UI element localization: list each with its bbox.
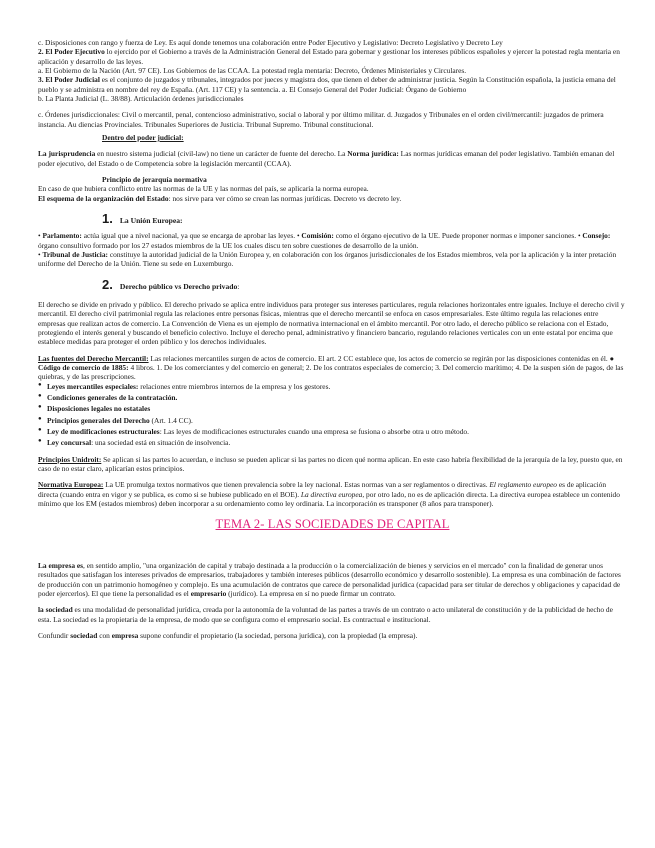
para-empresa: La empresa es, en sentido amplio, "una organización de capital y trabajo destinada a la producción o la comercialización de bienes y servicios en el mercado" con la finalidad de generar unos resultados que satisfagan los intereses privados de empresarios, trabajadores y también intereses públicos (desarrollo económico y desarrollo sostenible). La empresa es una combinación de factores de producción con un patrimonio homogéneo y complejo. Es una acumulación de contratos que carece de personalidad jurídica (capacidad para ser titular de derechos y obligaciones y capacidad de poder ejercerlos). El que tiene la personalidad es el empresario (jurídico). La empresa en sí no puede firmar un contrato. [38,560,621,598]
para-confundir: Confundir sociedad con empresa supone confundir el propietario (la sociedad, persona jurídica), con la propiedad (la empresa). [38,630,418,640]
heading-number: 1. [102,210,113,226]
tema-2-title: TEMA 2- LAS SOCIEDADES DE CAPITAL [215,517,450,532]
para-poder-ejecutivo: 2. El Poder Ejecutivo lo ejercido por el Gobierno a través de la Administración General del Estado para gobernar y gestionar los intereses públicos españoles y ejercer la potestad regla mentaria en aplicación y desarrollo de las leyes. [38,47,620,66]
list-item: ● Leyes mercantiles especiales: relaciones entre miembros internos de la empresa y los gestores. [38,382,627,391]
list-fuentes [38,382,627,448]
para-poder-judicial: 3. El Poder Judicial es el conjunto de juzgados y tribunales, integrados por jueces y magistra dos, que tienen el deber de administrar justicia. Según la Constitución española, la justicia emana del pueblo y se administra en nombre del rey de España. (Art. 117 CE) y la sentencia. a. El Consejo General del Poder Judicial: Órgano de Gobierno [38,75,616,94]
para-ordenes: c. Órdenes jurisdiccionales: Civil o mercantil, penal, contencioso administrativo, social o laboral y por último militar. d. Juzgados y Tribunales en el orden civil/mercantil: juzgados de primera instancia. Au diencias Provinciales. Tribunales Superiores de Justicia. Tribunal Supremo. Tribunal constitucional. [38,110,604,129]
heading-union-europea [38,211,627,227]
heading-title: La Unión Europea: [119,215,183,225]
para-instituciones-ue: • Parlamento: actúa igual que a nivel nacional, ya que se encarga de aprobar las leyes. • Comisión: como el órgano ejecutivo de la UE. Puede proponer normas e imponer sanciones. • Consejo: órgano consultivo formado por los 27 estados miembros de la UE los cuales discu ten sobre cuestiones de desarrollo de la unión. [38,231,611,250]
list-item: ● Ley concursal: una sociedad está en situación de insolvencia. [38,438,627,447]
para-normativa-europea: Normativa Europea: La UE promulga textos normativos que tienen prevalencia sobre la ley nacional. Estas normas van a ser reglamentos o directivas. El reglamento europeo es de aplicación directa (cuando entra en vigor y se publica, es como si se hubiese publicado en el BOE). La directiva europea, por otro lado, no es de aplicación directa. La directiva europea establece un contenido mínimo que los EM (estados miembros) deben incorporar a su ordenamiento como ley ordinaria. La incorporación es transponer (8 años para transponer). [38,480,620,508]
para-c-disposiciones: c. Disposiciones con rango y fuerza de Ley. Es aquí donde tenemos una colaboración entre Poder Ejecutivo y Legislativo: Decreto Legislativo y Decreto Ley [38,38,503,47]
para-jurisprudencia: La jurisprudencia en nuestro sistema judicial (civil-law) no tiene un carácter de fuente del derecho. La Norma jurídica: Las normas jurídicas emanan del poder legislativo. También emanan del poder ejecutivo, del Estado o de Competencia sobre la legislación mercantil (CCAA). [38,149,615,168]
list-item: ● Condiciones generales de la contratación. [38,393,627,402]
heading-number: 2. [102,276,113,292]
para-jerarquia: En caso de que hubiera conflicto entre las normas de la UE y las normas del país, se aplicaría la norma europea. [38,184,369,194]
heading-derecho-publico-privado [38,277,627,293]
list-item: ● Disposiciones legales no estatales [38,404,627,413]
para-gobierno: a. El Gobierno de la Nación (Art. 97 CE). Los Gobiernos de las CCAA. La potestad regla mentaria: Decreto, Órdenes Ministeriales y Circulares. [38,65,467,75]
heading-title: Derecho público vs Derecho privado: [119,281,240,291]
heading-jerarquia: Principio de jerarquía normativa [102,174,207,184]
para-unidroit: Principios Unidroit: Se aplican si las partes lo acuerdan, e incluso se pueden aplicar si las partes no dicen qué norma aplican. En este caso habría flexibilidad de la jerarquía de la ley, puesto que, en caso de no estar claro, aplicarían estos principios. [38,454,623,473]
para-esquema: El esquema de la organización del Estado: nos sirve para ver cómo se crean las normas jurídicas. Decreto vs decreto ley. [38,193,402,203]
para-planta-judicial: b. La Planta Judicial (L. 38/88). Articulación órdenes jurisdiccionales [38,93,244,103]
para-tribunal-justicia: • Tribunal de Justicia: constituye la autoridad judicial de la Unión Europea y, en colaboración con los órganos jurisdiccionales de los Estados miembros, vela por la aplicación y la inter pretación uniforme del Derecho de la Unión. Tiene su sede en Luxemburgo. [38,249,617,269]
list-item: ● Ley de modificaciones estructurales: Las leyes de modificaciones estructurales cuando una empresa se fusiona o absorbe otra u otro método. [38,427,627,436]
para-sociedad: la sociedad es una modalidad de personalidad jurídica, creada por la autonomía de la voluntad de las partes a través de un contrato o acto unilateral de constitución y de la publicidad de hecho de esta. La sociedad es la propietaria de la empresa, de modo que se configura como el empresario social. Es contractual e institucional. [38,605,613,624]
heading-dentro-poder-judicial: Dentro del poder judicial: [102,132,184,142]
para-fuentes-derecho-mercantil: Las fuentes del Derecho Mercantil: Las relaciones mercantiles surgen de actos de comercio. El art. 2 CC establece que, los actos de comercio se regirán por las disposiciones contenidas en él. ● Código de comercio de 1885: 4 libros. 1. De los comerciantes y del comercio en general; 2. De los contratos especiales de comercio; 3. Del comercio marítimo; 4. De la suspen sión de pagos, de las quiebras, y de las prescripciones. [38,353,624,382]
list-item: ● Principios generales del Derecho (Art. 1.4 CC). [38,416,627,425]
para-derecho-publico-privado: El derecho se divide en privado y público. El derecho privado se aplica entre individuos para proteger sus intereses particulares, regula relaciones horizontales entre iguales. Incluye el derecho civil y mercantil. El derecho civil patrimonial regula las relaciones entre personas físicas, mientras que el derecho mercantil se enfoca en casos empresariales. Este último regula las relaciones entre empresas que realizan actos de comercio. La Convención de Viena es un ejemplo de normativa internacional en el ámbito mercantil. Por otro lado, el derecho público se relaciona con el Estado, protegiendo el interés general y buscando el beneficio colectivo. Incluye el derecho penal, administrativo y financiero bancario, regulando relaciones verticales con un ente estatal por encima que establece medidas para proteger el orden público y los derechos individuales. [38,299,625,347]
